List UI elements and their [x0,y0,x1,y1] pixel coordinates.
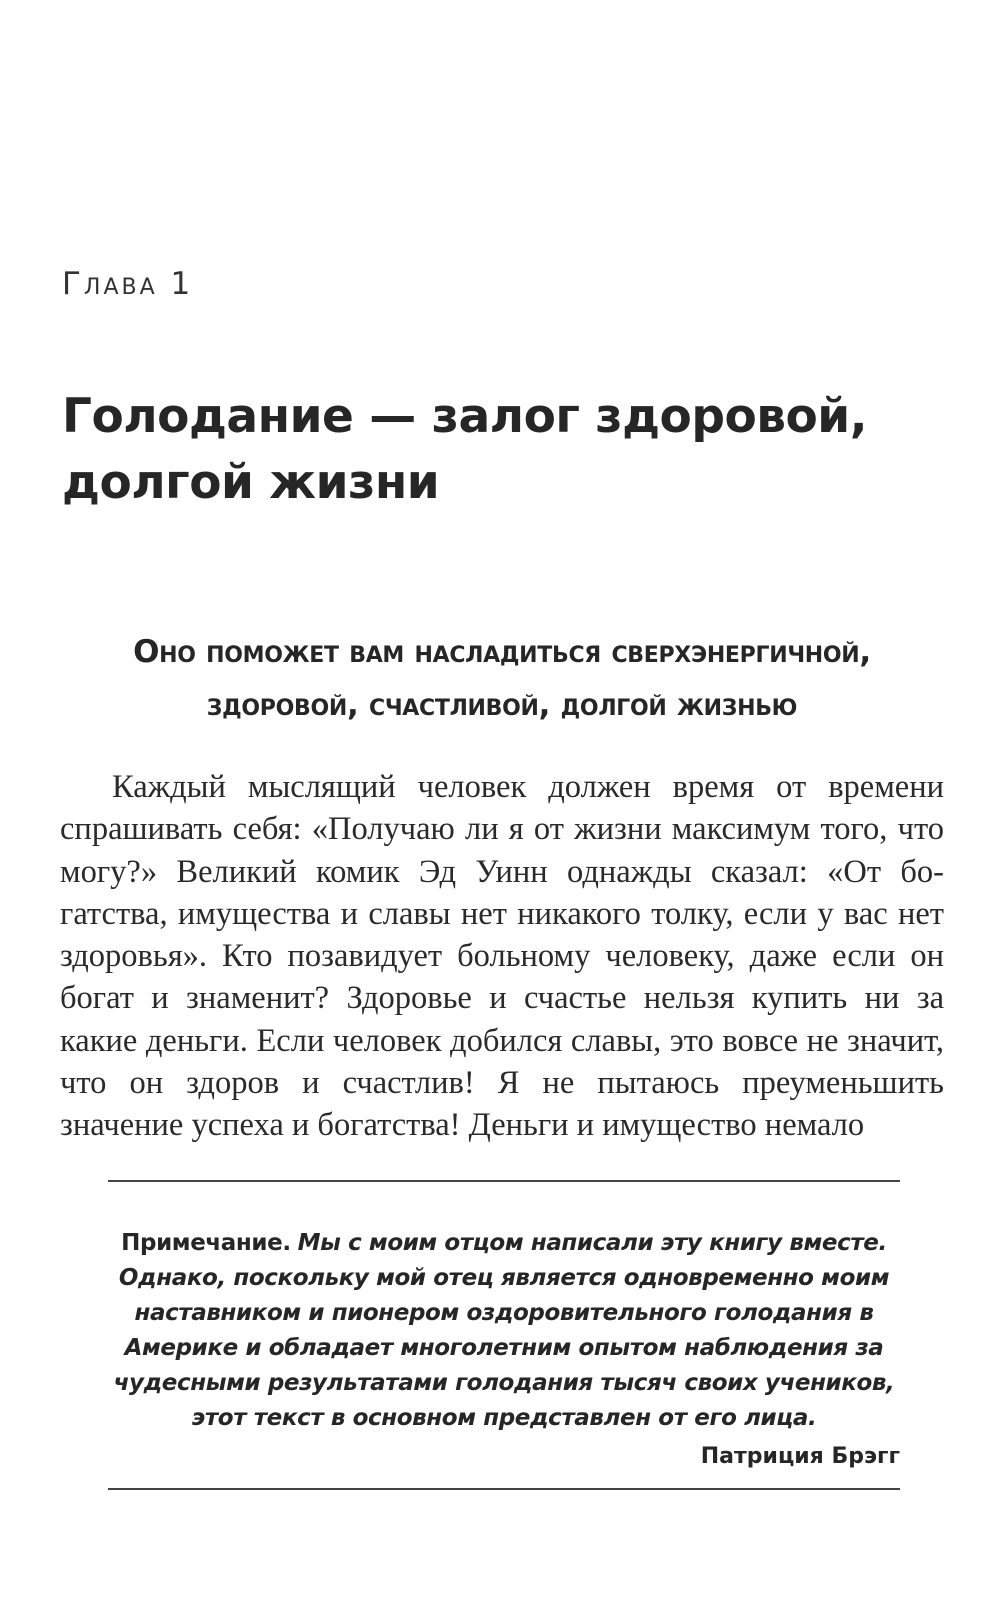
note-bottom-divider [108,1488,900,1490]
note-block [108,1226,900,1436]
chapter-label: Глава 1 [62,266,194,302]
chapter-subtitle: Оно поможет вам насладиться сверхэнергичной, здоровой, счастливой, долгой жизнью [133,634,871,723]
note-author: Патриция Брэгг [700,1444,900,1469]
note-top-divider [108,1180,900,1182]
note-label: Примечание. [121,1230,291,1256]
body-paragraph: Каждый мыслящий человек должен время от времени спрашивать себя: «Получаю ли я от жизни максимум того, что могу?» Великий комик Эд Уинн однажды сказал: «От богатства, имущества и славы нет никакого толку, если у вас нет здоровья». Кто позавидует больному человеку, даже если он богат и знаменит? Здоровье и счастье нельзя купить ни за какие деньги. Если человек добился славы, это вовсе не значит, что он здоров и счастлив! Я не пытаюсь преуменьшить значение успеха и богатства! Деньги и имущество немало [60,769,944,1144]
note-text: Мы с моим отцом написали эту книгу вместе. Однако, поскольку мой отец является одновременно моим наставником и пионером оздоровительного голодания в Америке и обладает многолетним опытом наблюдения за чудесными результатами голодания тысяч своих учеников, этот текст в основном представлен от его лица. [113,1230,895,1431]
chapter-title: Голодание — залог здоровой, долгой жизни [62,389,868,510]
